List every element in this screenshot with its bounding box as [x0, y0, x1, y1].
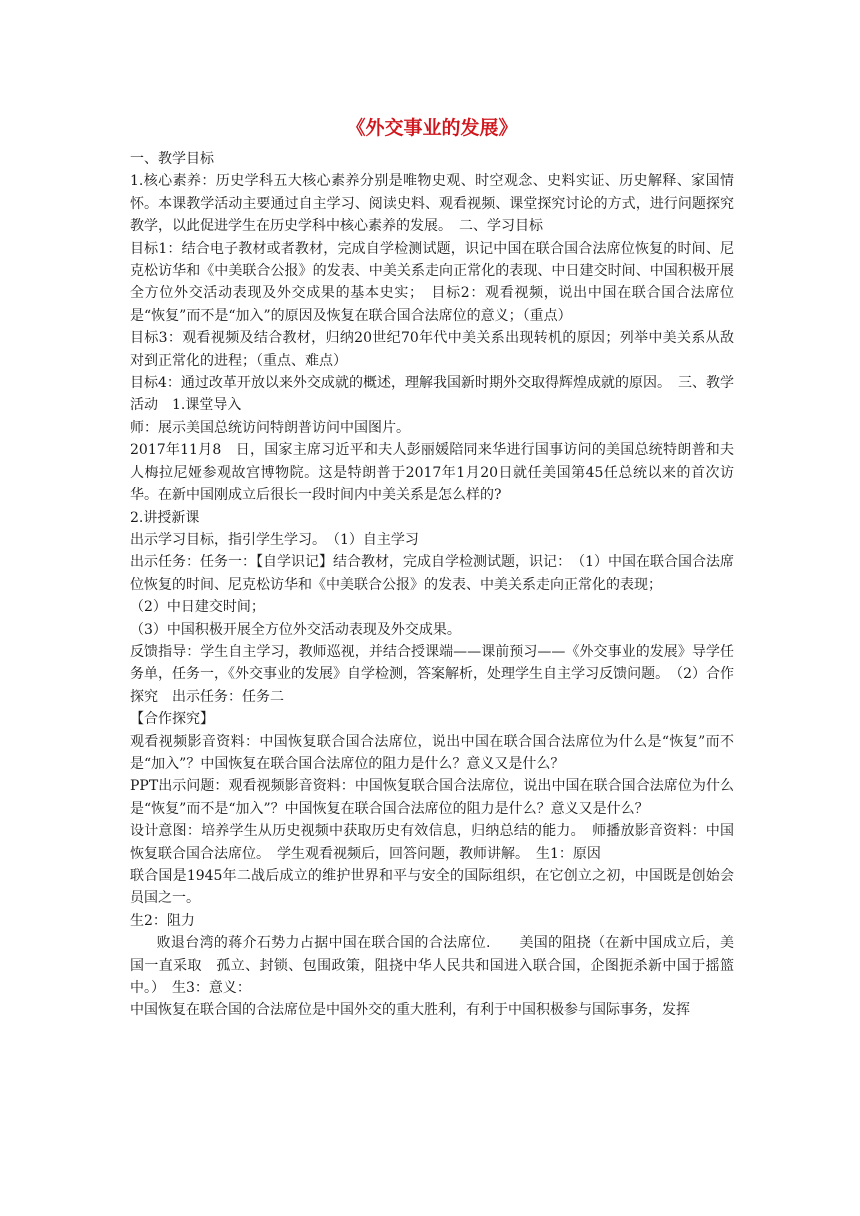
paragraph-goal-3: 目标3：观看视频及结合教材，归纳20世纪70年代中美关系出现转机的原因；列举中美关系从敌对到正常化的进程；（重点、难点）: [130, 330, 734, 369]
section-heading-cooperative-inquiry: 【合作探究】: [130, 711, 214, 728]
paragraph-obstacles: 败退台湾的蒋介石势力占据中国在联合国的合法席位. 美国的阻挠（在新中国成立后，美国一直采取 孤立、封锁、包围政策，阻挠中华人民共和国进入联合国，企图扼杀新中国于摇篮中。） 生3：意义：: [130, 935, 734, 997]
paragraph-task-one-item-2: （2）中日建交时间；: [130, 599, 265, 616]
paragraph-student-2-heading: 生2：阻力: [130, 912, 195, 929]
paragraph-task-one-item-3: （3）中国积极开展全方位外交活动表现及外交成果。: [130, 621, 461, 638]
paragraph-teacher-intro: 师：展示美国总统访问特朗普访问中国图片。: [130, 419, 410, 436]
paragraph-show-goals: 出示学习目标，指引学生学习。 （1）自主学习: [130, 531, 419, 548]
paragraph-goal-4: 目标4：通过改革开放以来外交成就的概述，理解我国新时期外交取得辉煌成就的原因。 三、教学活动 1.课堂导入: [130, 375, 734, 414]
paragraph-video-question: 观看视频影音资料：中国恢复联合国合法席位，说出中国在联合国合法席位为什么是“恢复”而不是“加入”？中国恢复在联合国合法席位的阻力是什么？意义又是什么？: [130, 733, 734, 772]
paragraph-significance: 中国恢复在联合国的合法席位是中国外交的重大胜利，有利于中国积极参与国际事务，发挥: [130, 1002, 690, 1019]
paragraph-goal-1-2: 目标1：结合电子教材或者教材，完成自学检测试题，识记中国在联合国合法席位恢复的时间、尼克松访华和《中美联合公报》的发表、中美关系走向正常化的表现、中日建交时间、中国积极开展全方位外交活动表现及外交成果的基本史实； 目标2：观看视频，说出中国在联合国合法席位是“恢复”而不是“加入”的原因及恢复在联合国合法席位的意义；（重点）: [130, 240, 734, 324]
paragraph-trump-visit: 2017年11月8 日，国家主席习近平和夫人彭丽媛陪同来华进行国事访问的美国总统特朗普和夫人梅拉尼娅参观故宫博物院。这是特朗普于2017年1月20日就任美国第45任总统以来的首次访华。在新中国刚成立后很长一段时间内中美关系是怎么样的?: [130, 442, 734, 504]
document-page: [130, 114, 734, 1022]
paragraph-design-intent: 设计意图：培养学生从历史视频中获取历史有效信息，归纳总结的能力。 师播放影音资料：中国恢复联合国合法席位。 学生观看视频后，回答问题，教师讲解。 生1：原因: [130, 823, 734, 862]
paragraph-un-founding: 联合国是1945年二战后成立的维护世界和平与安全的国际组织，在它创立之初，中国既是创始会员国之一。: [130, 868, 734, 907]
section-heading-new-lesson: 2.讲授新课: [130, 509, 200, 526]
section-heading-teaching-goals: 一、教学目标: [130, 151, 214, 167]
document-title: 《外交事业的发展》: [346, 117, 518, 139]
paragraph-core-literacy: 1.核心素养：历史学科五大核心素养分别是唯物史观、时空观念、史料实证、历史解释、家国情怀。本课教学活动主要通过自主学习、阅读史料、观看视频、课堂探究讨论的方式，进行问题探究教学，以此促进学生在历史学科中核心素养的发展。 二、学习目标: [130, 173, 734, 235]
paragraph-feedback-guidance: 反馈指导：学生自主学习，教师巡视，并结合授课端——课前预习——《外交事业的发展》导学任务单，任务一，《外交事业的发展》自学检测，答案解析，处理学生自主学习反馈问题。 （2）合作探究 出示任务：任务二: [130, 643, 734, 705]
paragraph-task-one: 出示任务：任务一：【自学识记】结合教材，完成自学检测试题，识记： （1）中国在联合国合法席位恢复的时间、尼克松访华和《中美联合公报》的发表、中美关系走向正常化的表现；: [130, 554, 734, 593]
paragraph-ppt-question: PPT出示问题：观看视频影音资料：中国恢复联合国合法席位，说出中国在联合国合法席位为什么是“恢复”而不是“加入”？中国恢复在联合国合法席位的阻力是什么？意义又是什么？: [130, 778, 734, 817]
